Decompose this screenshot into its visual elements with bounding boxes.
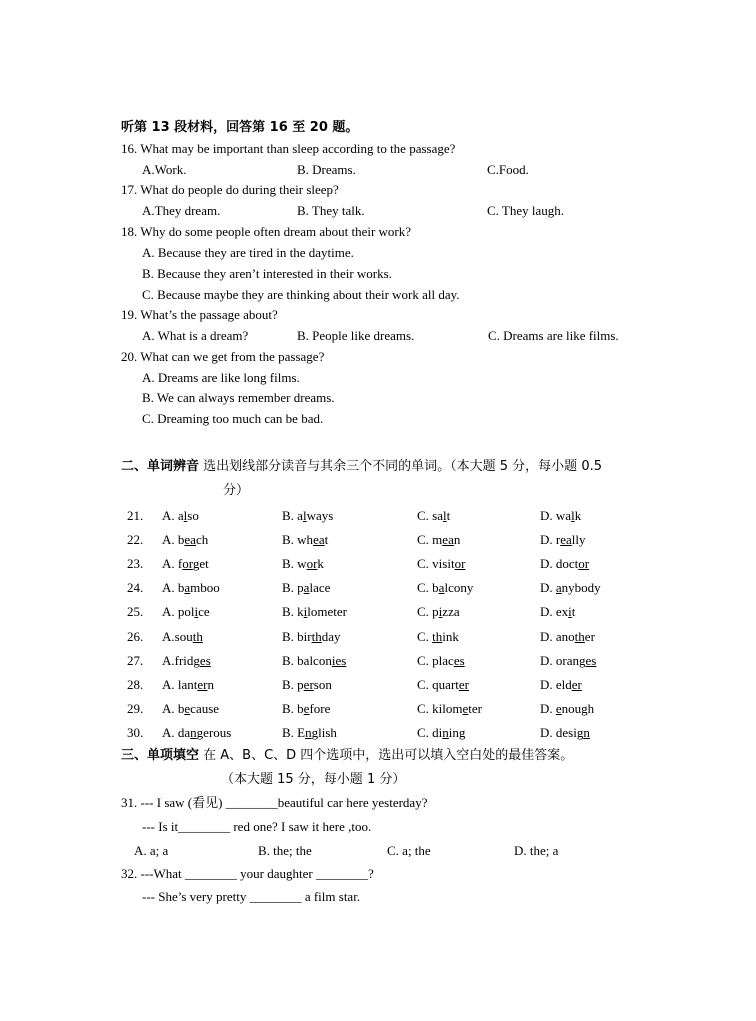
word-part: zza <box>442 604 460 619</box>
word-part: ink <box>442 629 459 644</box>
word-part: B. <box>282 677 298 692</box>
word-part: b <box>177 701 185 716</box>
word-part: D. <box>540 556 556 571</box>
phonetics-row-number: 30. <box>127 725 144 740</box>
underlined-part: or <box>182 556 193 571</box>
underlined-part: e <box>184 701 191 716</box>
word-part: D. <box>540 653 556 668</box>
word-part: di <box>432 725 443 740</box>
phonetics-q28-option-a <box>162 677 214 693</box>
word-part: D. <box>540 701 556 716</box>
phonetics-q24-option-a <box>162 580 220 596</box>
section-3-instructions-cont: （本大题 15 分，每小题 1 分） <box>221 772 406 787</box>
underlined-part: th <box>311 629 322 644</box>
word-part: D. <box>540 508 556 523</box>
question-32-line-2: --- She’s very pretty ________ a film star. <box>142 889 361 904</box>
word-part: so <box>187 508 199 523</box>
word-part: ch <box>195 532 209 547</box>
question-31-line-2: --- Is it________ red one? I saw it here ,too. <box>142 819 372 834</box>
word-part: A. <box>162 653 175 668</box>
phonetics-q23-option-a <box>162 556 209 572</box>
underlined-part: th <box>574 629 585 644</box>
phonetics-row-number: 24. <box>127 580 144 595</box>
underlined-part: i <box>438 604 443 619</box>
word-part: nybody <box>561 580 601 595</box>
word-part: k <box>297 604 304 619</box>
word-part: wa <box>555 508 572 523</box>
word-part: ter <box>468 701 483 716</box>
underlined-part: n <box>190 725 197 740</box>
section-2-instructions: 选出划线部分读音与其余三个不同的单词。（本大题 5 分，每小题 0.5 <box>199 459 602 474</box>
underlined-part: a <box>555 580 562 595</box>
phonetics-q27-option-c <box>417 653 465 669</box>
section-3-instructions: 在 A、B、C、D 四个选项中，选出可以填入空白处的最佳答案。 <box>199 748 574 763</box>
q16-option-c: C.Food. <box>487 162 529 177</box>
word-part: p <box>432 604 439 619</box>
section-3-heading <box>121 748 573 764</box>
phonetics-q28-option-d <box>540 677 582 693</box>
phonetics-q30-option-b <box>282 725 337 741</box>
q31-option-a: A. a; a <box>134 843 169 858</box>
section-2-instructions-cont: 分） <box>223 483 250 498</box>
phonetics-q27-option-a <box>162 653 211 669</box>
word-part: t <box>571 604 576 619</box>
underlined-part: i <box>303 604 308 619</box>
underlined-part: l <box>443 508 447 523</box>
word-part: b <box>297 701 304 716</box>
word-part: lace <box>309 580 331 595</box>
word-part: da <box>177 725 191 740</box>
phonetics-q23-option-b <box>282 556 324 572</box>
phonetics-row-number: 28. <box>127 677 144 692</box>
underlined-part: l <box>302 508 307 523</box>
word-part: n <box>453 532 461 547</box>
phonetics-q28-option-c <box>417 677 469 693</box>
underlined-part: er <box>197 677 208 692</box>
word-part: desig <box>555 725 584 740</box>
word-part: B. <box>282 532 298 547</box>
q18-option-c: C. Because maybe they are thinking about their work all day. <box>142 287 460 302</box>
phonetics-q24-option-d <box>540 580 601 596</box>
word-part: b <box>177 580 185 595</box>
underlined-part: l <box>183 508 188 523</box>
phonetics-q26-option-a <box>162 629 203 645</box>
word-part: r <box>555 532 561 547</box>
q19-option-a: A. What is a dream? <box>142 328 249 343</box>
question-19: 19. What’s the passage about? <box>121 307 278 322</box>
section-3-title: 三、单项填空 <box>121 748 200 763</box>
word-part: w <box>297 556 307 571</box>
word-part: B. <box>282 556 298 571</box>
q19-option-c: C. Dreams are like films. <box>488 328 619 343</box>
phonetics-row-number: 29. <box>127 701 144 716</box>
phonetics-q24-option-c <box>417 580 473 596</box>
question-16: 16. What may be important than sleep according to the passage? <box>121 141 456 156</box>
section-2-title: 二、单词辨音 <box>121 459 200 474</box>
underlined-part: e <box>555 701 562 716</box>
phonetics-q21-option-c <box>417 508 450 524</box>
word-part: lly <box>571 532 586 547</box>
phonetics-q25-option-c <box>417 604 460 620</box>
word-part: nough <box>561 701 595 716</box>
phonetics-row-number: 25. <box>127 604 144 619</box>
word-part: gerous <box>196 725 232 740</box>
phonetics-q27-option-b <box>282 653 346 669</box>
word-part: lcony <box>444 580 474 595</box>
phonetics-q28-option-b <box>282 677 332 693</box>
q31-option-b: B. the; the <box>258 843 312 858</box>
phonetics-q29-option-c <box>417 701 482 717</box>
q20-option-a: A. Dreams are like long films. <box>142 370 300 385</box>
phonetics-q29-option-d <box>540 701 594 717</box>
word-part: A. <box>162 508 178 523</box>
phonetics-q23-option-d <box>540 556 589 572</box>
word-part: b <box>432 580 439 595</box>
word-part: eld <box>555 677 572 692</box>
phonetics-q25-option-a <box>162 604 210 620</box>
underlined-part: i <box>194 604 199 619</box>
underlined-part: es <box>585 653 597 668</box>
word-part: C. <box>417 653 433 668</box>
word-part: D. <box>540 629 556 644</box>
word-part: plac <box>432 653 454 668</box>
word-part: day <box>321 629 341 644</box>
word-part: C. <box>417 532 433 547</box>
underlined-part: n <box>305 725 312 740</box>
word-part: kilom <box>432 701 463 716</box>
question-18: 18. Why do some people often dream about their work? <box>121 224 412 239</box>
word-part: ex <box>555 604 569 619</box>
word-part: p <box>297 677 304 692</box>
word-part: doct <box>555 556 579 571</box>
word-part: ing <box>448 725 466 740</box>
phonetics-q24-option-b <box>282 580 330 596</box>
question-20: 20. What can we get from the passage? <box>121 349 325 364</box>
word-part: A. <box>162 604 178 619</box>
phonetics-q29-option-a <box>162 701 219 717</box>
q18-option-b: B. Because they aren’t interested in their works. <box>142 266 392 281</box>
word-part: C. <box>417 556 433 571</box>
q16-option-b: B. Dreams. <box>297 162 356 177</box>
phonetics-row-number: 27. <box>127 653 144 668</box>
underlined-part: or <box>578 556 590 571</box>
word-part: C. <box>417 629 433 644</box>
phonetics-q30-option-d <box>540 725 590 741</box>
underlined-part: ea <box>560 532 572 547</box>
word-part: fridg <box>174 653 200 668</box>
underlined-part: ea <box>442 532 454 547</box>
phonetics-q25-option-d <box>540 604 575 620</box>
word-part: D. <box>540 532 556 547</box>
underlined-part: i <box>568 604 572 619</box>
q16-option-a: A.Work. <box>142 162 187 177</box>
question-17: 17. What do people do during their sleep? <box>121 182 339 197</box>
phonetics-q21-option-d <box>540 508 581 524</box>
phonetics-row-number: 22. <box>127 532 144 547</box>
word-part: b <box>177 532 185 547</box>
underlined-part: l <box>571 508 575 523</box>
phonetics-q30-option-a <box>162 725 231 741</box>
word-part: C. <box>417 580 433 595</box>
underlined-part: es <box>453 653 465 668</box>
word-part: p <box>297 580 304 595</box>
q20-option-b: B. We can always remember dreams. <box>142 390 335 405</box>
phonetics-q22-option-c <box>417 532 460 548</box>
word-part: A. <box>162 701 178 716</box>
word-part: B. <box>282 580 298 595</box>
phonetics-q23-option-c <box>417 556 465 572</box>
q17-option-a: A.They dream. <box>142 203 221 218</box>
word-part: B. <box>282 653 298 668</box>
word-part: son <box>313 677 332 692</box>
word-part: cause <box>190 701 220 716</box>
word-part: B. <box>282 701 298 716</box>
word-part: a <box>177 508 184 523</box>
word-part: f <box>177 556 183 571</box>
phonetics-row-number: 21. <box>127 508 144 523</box>
word-part: D. <box>540 725 556 740</box>
word-part: fore <box>309 701 331 716</box>
word-part: A. <box>162 677 178 692</box>
word-part: wh <box>297 532 314 547</box>
word-part: C. <box>417 677 433 692</box>
word-part: B. <box>282 508 298 523</box>
word-part: B. <box>282 725 298 740</box>
word-part: D. <box>540 604 556 619</box>
word-part: A. <box>162 580 178 595</box>
word-part: B. <box>282 604 298 619</box>
word-part: C. <box>417 725 433 740</box>
question-32-line-1: 32. ---What ________ your daughter ________? <box>121 866 374 881</box>
q18-option-a: A. Because they are tired in the daytime. <box>142 245 354 260</box>
word-part: k <box>317 556 324 571</box>
word-part: ways <box>306 508 334 523</box>
underlined-part: e <box>303 701 310 716</box>
underlined-part: e <box>462 701 469 716</box>
word-part: sa <box>432 508 444 523</box>
phonetics-q25-option-b <box>282 604 347 620</box>
word-part: k <box>574 508 582 523</box>
underlined-part: a <box>438 580 445 595</box>
q17-option-c: C. They laugh. <box>487 203 565 218</box>
underlined-part: er <box>458 677 469 692</box>
phonetics-q30-option-c <box>417 725 465 741</box>
word-part: lant <box>177 677 198 692</box>
phonetics-q27-option-d <box>540 653 596 669</box>
phonetics-row-number: 26. <box>127 629 144 644</box>
underlined-part: n <box>583 725 590 740</box>
word-part: C. <box>417 701 433 716</box>
word-part: D. <box>540 677 556 692</box>
underlined-part: th <box>432 629 443 644</box>
underlined-part: ies <box>331 653 347 668</box>
word-part: a <box>297 508 303 523</box>
phonetics-q21-option-a <box>162 508 199 524</box>
word-part: ce <box>198 604 210 619</box>
word-part: sou <box>174 629 193 644</box>
question-31-line-1: 31. --- I saw (看见) ________beautiful car here yesterday? <box>121 795 428 810</box>
phonetics-q22-option-b <box>282 532 328 548</box>
phonetics-q21-option-b <box>282 508 333 524</box>
word-part: t <box>324 532 329 547</box>
word-part: C. <box>417 508 433 523</box>
word-part: orang <box>555 653 586 668</box>
word-part: visit <box>432 556 455 571</box>
q19-option-b: B. People like dreams. <box>297 328 415 343</box>
word-part: bir <box>297 629 312 644</box>
phonetics-q29-option-b <box>282 701 330 717</box>
q20-option-c: C. Dreaming too much can be bad. <box>142 411 324 426</box>
word-part: C. <box>417 604 433 619</box>
underlined-part: es <box>199 653 211 668</box>
word-part: B. <box>282 629 298 644</box>
word-part: E <box>297 725 306 740</box>
word-part: balcon <box>297 653 332 668</box>
underlined-part: ea <box>313 532 325 547</box>
word-part: n <box>207 677 214 692</box>
word-part: pol <box>177 604 195 619</box>
underlined-part: a <box>303 580 310 595</box>
word-part: m <box>432 532 443 547</box>
q17-option-b: B. They talk. <box>297 203 365 218</box>
phonetics-q22-option-a <box>162 532 208 548</box>
phonetics-row-number: 23. <box>127 556 144 571</box>
word-part: A. <box>162 556 178 571</box>
listening-heading: 听第 13 段材料，回答第 16 至 20 题。 <box>121 120 359 135</box>
section-2-heading <box>121 459 602 475</box>
phonetics-q26-option-c <box>417 629 459 645</box>
word-part: A. <box>162 629 175 644</box>
phonetics-q22-option-d <box>540 532 586 548</box>
word-part: ano <box>555 629 575 644</box>
phonetics-q26-option-b <box>282 629 341 645</box>
word-part: D. <box>540 580 556 595</box>
underlined-part: or <box>454 556 466 571</box>
word-part: glish <box>311 725 337 740</box>
word-part: A. <box>162 725 178 740</box>
word-part: t <box>446 508 451 523</box>
underlined-part: a <box>184 580 191 595</box>
word-part: get <box>192 556 209 571</box>
word-part: quart <box>432 677 459 692</box>
word-part: A. <box>162 532 178 547</box>
word-part: mboo <box>190 580 220 595</box>
underlined-part: er <box>303 677 314 692</box>
q31-option-d: D. the; a <box>514 843 559 858</box>
q31-option-c: C. a; the <box>387 843 431 858</box>
underlined-part: n <box>442 725 449 740</box>
underlined-part: th <box>192 629 203 644</box>
underlined-part: or <box>306 556 318 571</box>
underlined-part: er <box>571 677 582 692</box>
word-part: lometer <box>307 604 348 619</box>
underlined-part: ea <box>184 532 196 547</box>
word-part: er <box>584 629 595 644</box>
phonetics-q26-option-d <box>540 629 595 645</box>
